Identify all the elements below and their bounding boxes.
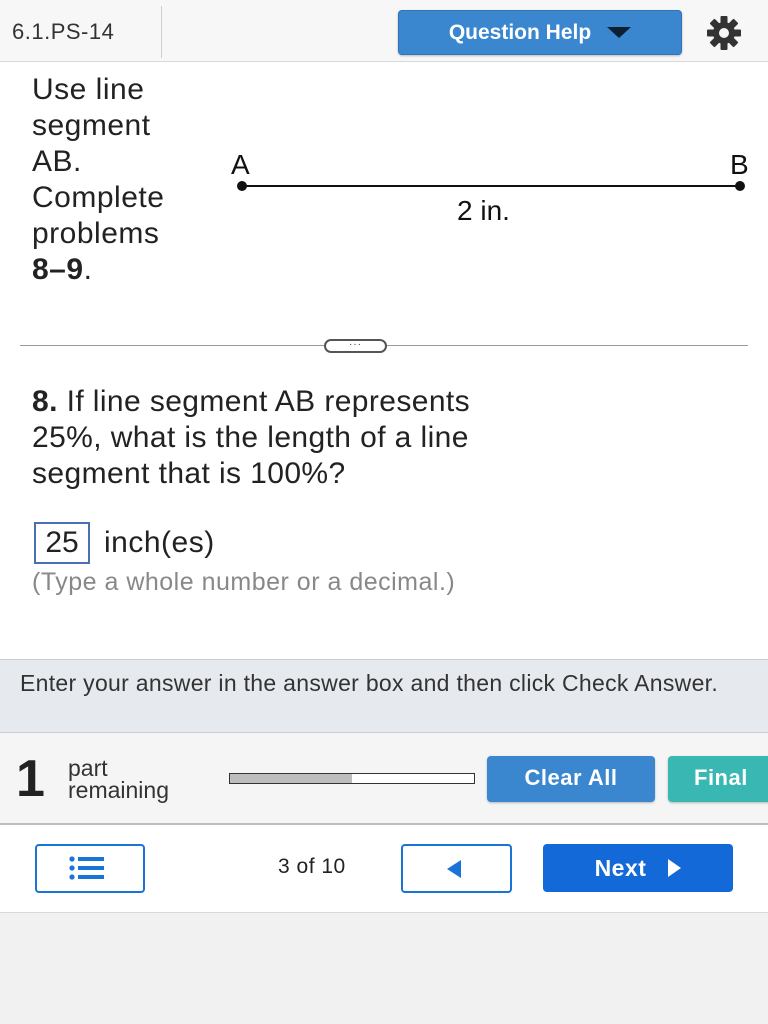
point-b-label: B <box>730 149 749 180</box>
point-a-dot <box>237 181 247 191</box>
previous-arrow-icon <box>447 860 461 878</box>
parts-remaining-count: 1 <box>16 750 45 808</box>
answer-row <box>34 522 215 564</box>
question-line: If line segment AB represents <box>66 385 471 418</box>
top-bar <box>0 0 768 62</box>
parts-remaining-text: part remaining <box>68 755 169 803</box>
next-arrow-icon <box>668 859 681 877</box>
question-help-button[interactable] <box>398 10 682 55</box>
clear-all-button[interactable]: Clear All <box>487 756 655 802</box>
status-bar <box>0 733 768 825</box>
question-line: 25%, what is the length of a line <box>32 421 469 454</box>
navigation-bar <box>0 825 768 913</box>
intro-line: Use line <box>32 73 145 106</box>
caret-down-icon <box>607 27 631 38</box>
divider-handle[interactable]: ··· <box>324 339 387 353</box>
intro-line: segment <box>32 109 151 142</box>
question-line: segment that is 100%? <box>32 457 346 490</box>
next-label: Next <box>594 854 647 881</box>
answer-input[interactable]: 25 <box>34 522 90 564</box>
point-a-label: A <box>231 149 250 180</box>
answer-unit: inch(es) <box>104 526 215 559</box>
previous-button[interactable] <box>401 844 512 893</box>
intro-line: AB. <box>32 145 82 178</box>
segment-length-label: 2 in. <box>457 195 510 226</box>
instructions-bar: Enter your answer in the answer box and then click Check Answer. <box>0 659 768 733</box>
page-indicator: 3 of 10 <box>278 855 346 878</box>
answer-hint: (Type a whole number or a decimal.) <box>32 568 456 596</box>
question-number: 8. <box>32 385 58 418</box>
list-icon <box>37 846 143 891</box>
intro-text <box>32 72 222 288</box>
question-list-button[interactable] <box>35 844 145 893</box>
intro-line: 8–9. <box>32 253 93 286</box>
question-text <box>32 384 732 492</box>
line-segment-figure <box>225 148 768 228</box>
progress-fill <box>230 774 352 783</box>
progress-bar <box>229 773 475 784</box>
intro-line: Complete <box>32 181 165 214</box>
gear-icon[interactable] <box>704 15 744 51</box>
question-help-label: Question Help <box>448 20 592 44</box>
problem-range: 8–9 <box>32 253 84 286</box>
final-check-button[interactable]: Final <box>668 756 768 802</box>
intro-line: problems <box>32 217 160 250</box>
question-content <box>0 62 768 659</box>
point-b-dot <box>735 181 745 191</box>
next-button[interactable] <box>543 844 733 892</box>
question-id: 6.1.PS-14 <box>0 6 162 58</box>
